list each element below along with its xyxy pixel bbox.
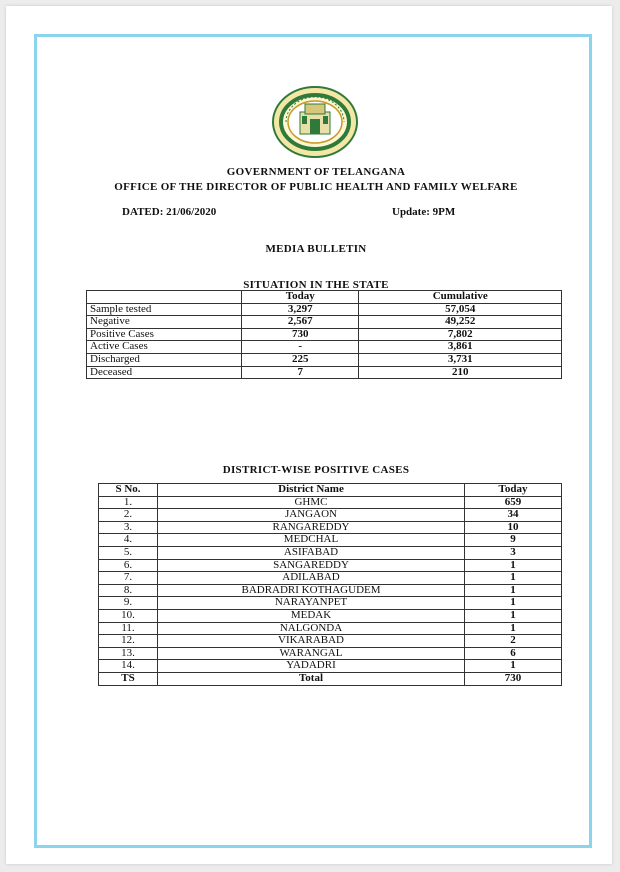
table-row (99, 572, 562, 585)
situation-header-row (87, 291, 562, 304)
district-name: NALGONDA (158, 622, 465, 635)
district-name: VIKARABAD (158, 635, 465, 648)
column-header: Today (242, 291, 359, 304)
today-count: 6 (465, 647, 562, 660)
table-row (87, 316, 562, 329)
today-count: 34 (465, 509, 562, 522)
cumulative-value: 210 (359, 366, 562, 379)
today-count: 1 (465, 622, 562, 635)
serial-number: 10. (99, 609, 158, 622)
cumulative-value: 57,054 (359, 303, 562, 316)
table-row (99, 521, 562, 534)
today-count: 3 (465, 546, 562, 559)
document-page (6, 6, 612, 864)
column-header: Cumulative (359, 291, 562, 304)
table-row (99, 622, 562, 635)
serial-number: 1. (99, 496, 158, 509)
row-label: Sample tested (87, 303, 242, 316)
cumulative-value: 3,731 (359, 353, 562, 366)
table-row (87, 366, 562, 379)
district-title: DISTRICT-WISE POSITIVE CASES (222, 464, 410, 476)
today-value: 730 (242, 328, 359, 341)
table-row (87, 341, 562, 354)
today-value: 3,297 (242, 303, 359, 316)
today-count: 1 (465, 660, 562, 673)
table-row (99, 660, 562, 673)
serial-number: 5. (99, 546, 158, 559)
column-header: Today (465, 484, 562, 497)
serial-number: 13. (99, 647, 158, 660)
situation-title: SITUATION IN THE STATE (243, 279, 389, 291)
today-value: 225 (242, 353, 359, 366)
today-count: 1 (465, 559, 562, 572)
district-name: ADILABAD (158, 572, 465, 585)
government-seal-logo (272, 86, 358, 158)
total-label: Total (158, 672, 465, 685)
district-name: MEDCHAL (158, 534, 465, 547)
table-row (99, 647, 562, 660)
row-label: Positive Cases (87, 328, 242, 341)
row-label: Discharged (87, 353, 242, 366)
district-name: BADRADRI KOTHAGUDEM (158, 584, 465, 597)
district-name: YADADRI (158, 660, 465, 673)
today-count: 1 (465, 584, 562, 597)
today-count: 1 (465, 609, 562, 622)
government-title: GOVERNMENT OF TELANGANA (226, 166, 406, 178)
district-name: SANGAREDDY (158, 559, 465, 572)
district-name: NARAYANPET (158, 597, 465, 610)
district-name: MEDAK (158, 609, 465, 622)
row-label: Deceased (87, 366, 242, 379)
table-row (99, 635, 562, 648)
serial-number: 4. (99, 534, 158, 547)
serial-number: 9. (99, 597, 158, 610)
district-name: WARANGAL (158, 647, 465, 660)
serial-number: 6. (99, 559, 158, 572)
table-row (87, 353, 562, 366)
situation-table (86, 290, 562, 379)
serial-number: 14. (99, 660, 158, 673)
table-row (99, 534, 562, 547)
table-row (99, 509, 562, 522)
table-row (87, 303, 562, 316)
today-value: - (242, 341, 359, 354)
cumulative-value: 49,252 (359, 316, 562, 329)
serial-number: 11. (99, 622, 158, 635)
row-label: Active Cases (87, 341, 242, 354)
total-count: 730 (465, 672, 562, 685)
today-count: 10 (465, 521, 562, 534)
serial-number: 7. (99, 572, 158, 585)
cumulative-value: 3,861 (359, 341, 562, 354)
district-name: GHMC (158, 496, 465, 509)
table-row (87, 328, 562, 341)
table-row (99, 496, 562, 509)
table-row (99, 609, 562, 622)
today-value: 2,567 (242, 316, 359, 329)
district-name: RANGAREDDY (158, 521, 465, 534)
serial-number: 12. (99, 635, 158, 648)
table-row (99, 546, 562, 559)
table-row (99, 559, 562, 572)
serial-number: 2. (99, 509, 158, 522)
today-count: 1 (465, 597, 562, 610)
district-table (98, 483, 562, 686)
column-header: S No. (99, 484, 158, 497)
media-bulletin-title: MEDIA BULLETIN (265, 243, 367, 255)
column-header (87, 291, 242, 304)
district-name: ASIFABAD (158, 546, 465, 559)
update-label: Update: 9PM (392, 206, 456, 218)
column-header: District Name (158, 484, 465, 497)
table-row (99, 597, 562, 610)
serial-number: 8. (99, 584, 158, 597)
serial-number: 3. (99, 521, 158, 534)
total-code: TS (99, 672, 158, 685)
row-label: Negative (87, 316, 242, 329)
district-header-row (99, 484, 562, 497)
today-value: 7 (242, 366, 359, 379)
cumulative-value: 7,802 (359, 328, 562, 341)
table-row (99, 584, 562, 597)
total-row (99, 672, 562, 685)
today-count: 1 (465, 572, 562, 585)
today-count: 9 (465, 534, 562, 547)
district-name: JANGAON (158, 509, 465, 522)
office-title: OFFICE OF THE DIRECTOR OF PUBLIC HEALTH AND FAMILY WELFARE (114, 181, 518, 193)
today-count: 659 (465, 496, 562, 509)
dated-label: DATED: 21/06/2020 (122, 206, 217, 218)
today-count: 2 (465, 635, 562, 648)
